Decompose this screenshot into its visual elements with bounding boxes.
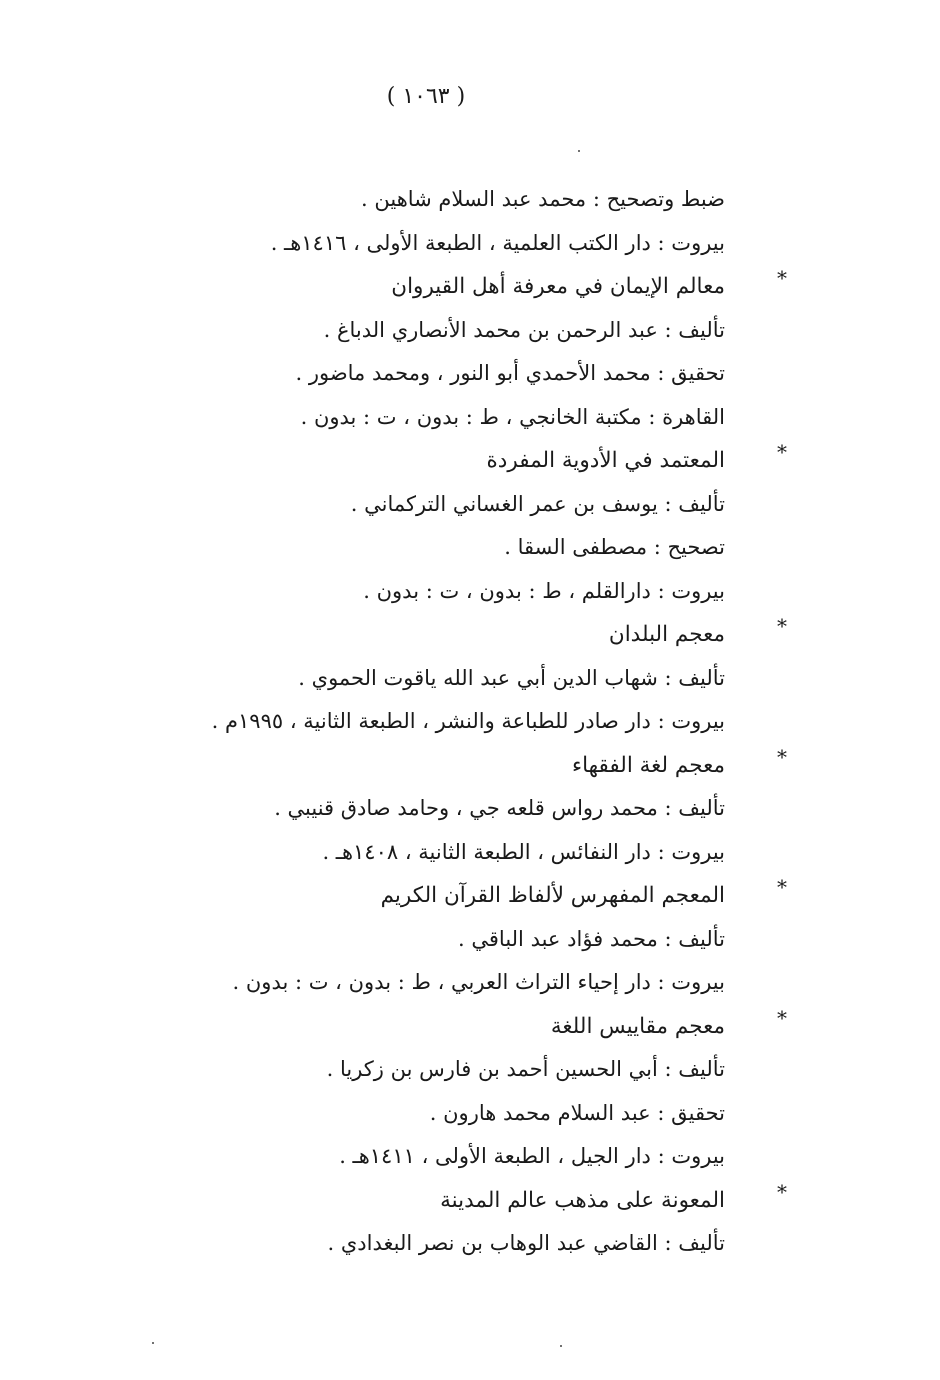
- entry-bullet: *: [777, 1179, 787, 1204]
- scan-speck: [578, 150, 580, 152]
- entry-title: [60, 1179, 787, 1223]
- entry-text: تأليف : القاضي عبد الوهاب بن نصر البغدادي .: [327, 1231, 725, 1255]
- entry-line: [60, 831, 725, 875]
- scan-speck: [152, 1342, 154, 1344]
- entry-bullet: *: [777, 440, 787, 464]
- entry-bullet: *: [777, 266, 787, 290]
- bibliography-list: [60, 178, 787, 1266]
- entry-line: [60, 918, 725, 962]
- entry-text: بيروت : دارالقلم ، ط : بدون ، ت : بدون .: [363, 578, 725, 603]
- entry-line: [60, 1092, 725, 1136]
- entry-title: [60, 874, 787, 918]
- entry-line: [60, 787, 725, 831]
- entry-line: [60, 526, 725, 570]
- entry-line: [60, 700, 725, 744]
- entry-text: تحقيق : محمد الأحمدي أبو النور ، ومحمد ماضور .: [295, 361, 725, 385]
- entry-bullet: *: [777, 614, 787, 638]
- entry-line: [60, 309, 725, 353]
- entry-title: [60, 744, 787, 788]
- entry-text: القاهرة : مكتبة الخانجي ، ط : بدون ، ت : بدون .: [300, 404, 725, 429]
- entry-text: بيروت : دار الجيل ، الطبعة الأولى ، ١٤١١هـ .: [339, 1144, 725, 1168]
- entry-title: [60, 1005, 787, 1049]
- entry-title: [60, 613, 787, 657]
- entry-text: بيروت : دار الكتب العلمية ، الطبعة الأولى ، ١٤١٦هـ .: [270, 230, 725, 255]
- entry-text: معجم البلدان: [608, 622, 725, 647]
- entry-text: تأليف : أبي الحسين أحمد بن فارس بن زكريا .: [326, 1057, 725, 1081]
- entry-title: [60, 439, 787, 483]
- entry-line: [60, 222, 725, 266]
- entry-text: تحقيق : عبد السلام محمد هارون .: [429, 1100, 725, 1125]
- entry-text: تأليف : محمد رواس قلعه جي ، وحامد صادق قنيبي .: [274, 796, 725, 820]
- entry-text: معجم مقاييس اللغة: [550, 1013, 725, 1039]
- entry-line: [60, 483, 725, 527]
- entry-title: [60, 265, 787, 309]
- entry-text: تأليف : عبد الرحمن بن محمد الأنصاري الدباغ .: [323, 317, 725, 342]
- entry-line: [60, 1135, 725, 1179]
- entry-line: [60, 396, 725, 440]
- entry-text: بيروت : دار صادر للطباعة والنشر ، الطبعة الثانية ، ١٩٩٥م .: [211, 709, 725, 733]
- entry-text: تأليف : يوسف بن عمر الغساني التركماني .: [350, 491, 725, 516]
- entry-bullet: *: [777, 875, 787, 899]
- entry-text: المعجم المفهرس لألفاظ القرآن الكريم: [380, 883, 725, 908]
- page-number: ( ١٠٦٣ ): [386, 84, 466, 109]
- entry-line: [60, 657, 725, 701]
- entry-bullet: *: [777, 1005, 787, 1030]
- entry-text: معالم الإيمان في معرفة أهل القيروان: [391, 274, 725, 299]
- entry-text: تصحيح : مصطفى السقا .: [504, 535, 725, 559]
- entry-line: [60, 178, 725, 222]
- entry-text: تأليف : شهاب الدين أبي عبد الله ياقوت الحموي .: [298, 665, 725, 690]
- entry-text: معجم لغة الفقهاء: [571, 752, 725, 778]
- entry-bullet: *: [777, 744, 787, 769]
- entry-text: المعتمد في الأدوية المفردة: [486, 448, 725, 473]
- entry-text: تأليف : محمد فؤاد عبد الباقي .: [458, 926, 725, 951]
- entry-line: [60, 1048, 725, 1092]
- entry-text: المعونة على مذهب عالم المدينة: [440, 1187, 725, 1213]
- entry-text: ضبط وتصحيح : محمد عبد السلام شاهين .: [361, 187, 725, 211]
- entry-line: [60, 570, 725, 614]
- scan-speck: [560, 1345, 562, 1347]
- entry-text: بيروت : دار إحياء التراث العربي ، ط : بدون ، ت : بدون .: [232, 970, 725, 994]
- entry-line: [60, 1222, 725, 1266]
- entry-line: [60, 961, 725, 1005]
- entry-text: بيروت : دار النفائس ، الطبعة الثانية ، ١٤٠٨هـ .: [322, 839, 725, 864]
- entry-line: [60, 352, 725, 396]
